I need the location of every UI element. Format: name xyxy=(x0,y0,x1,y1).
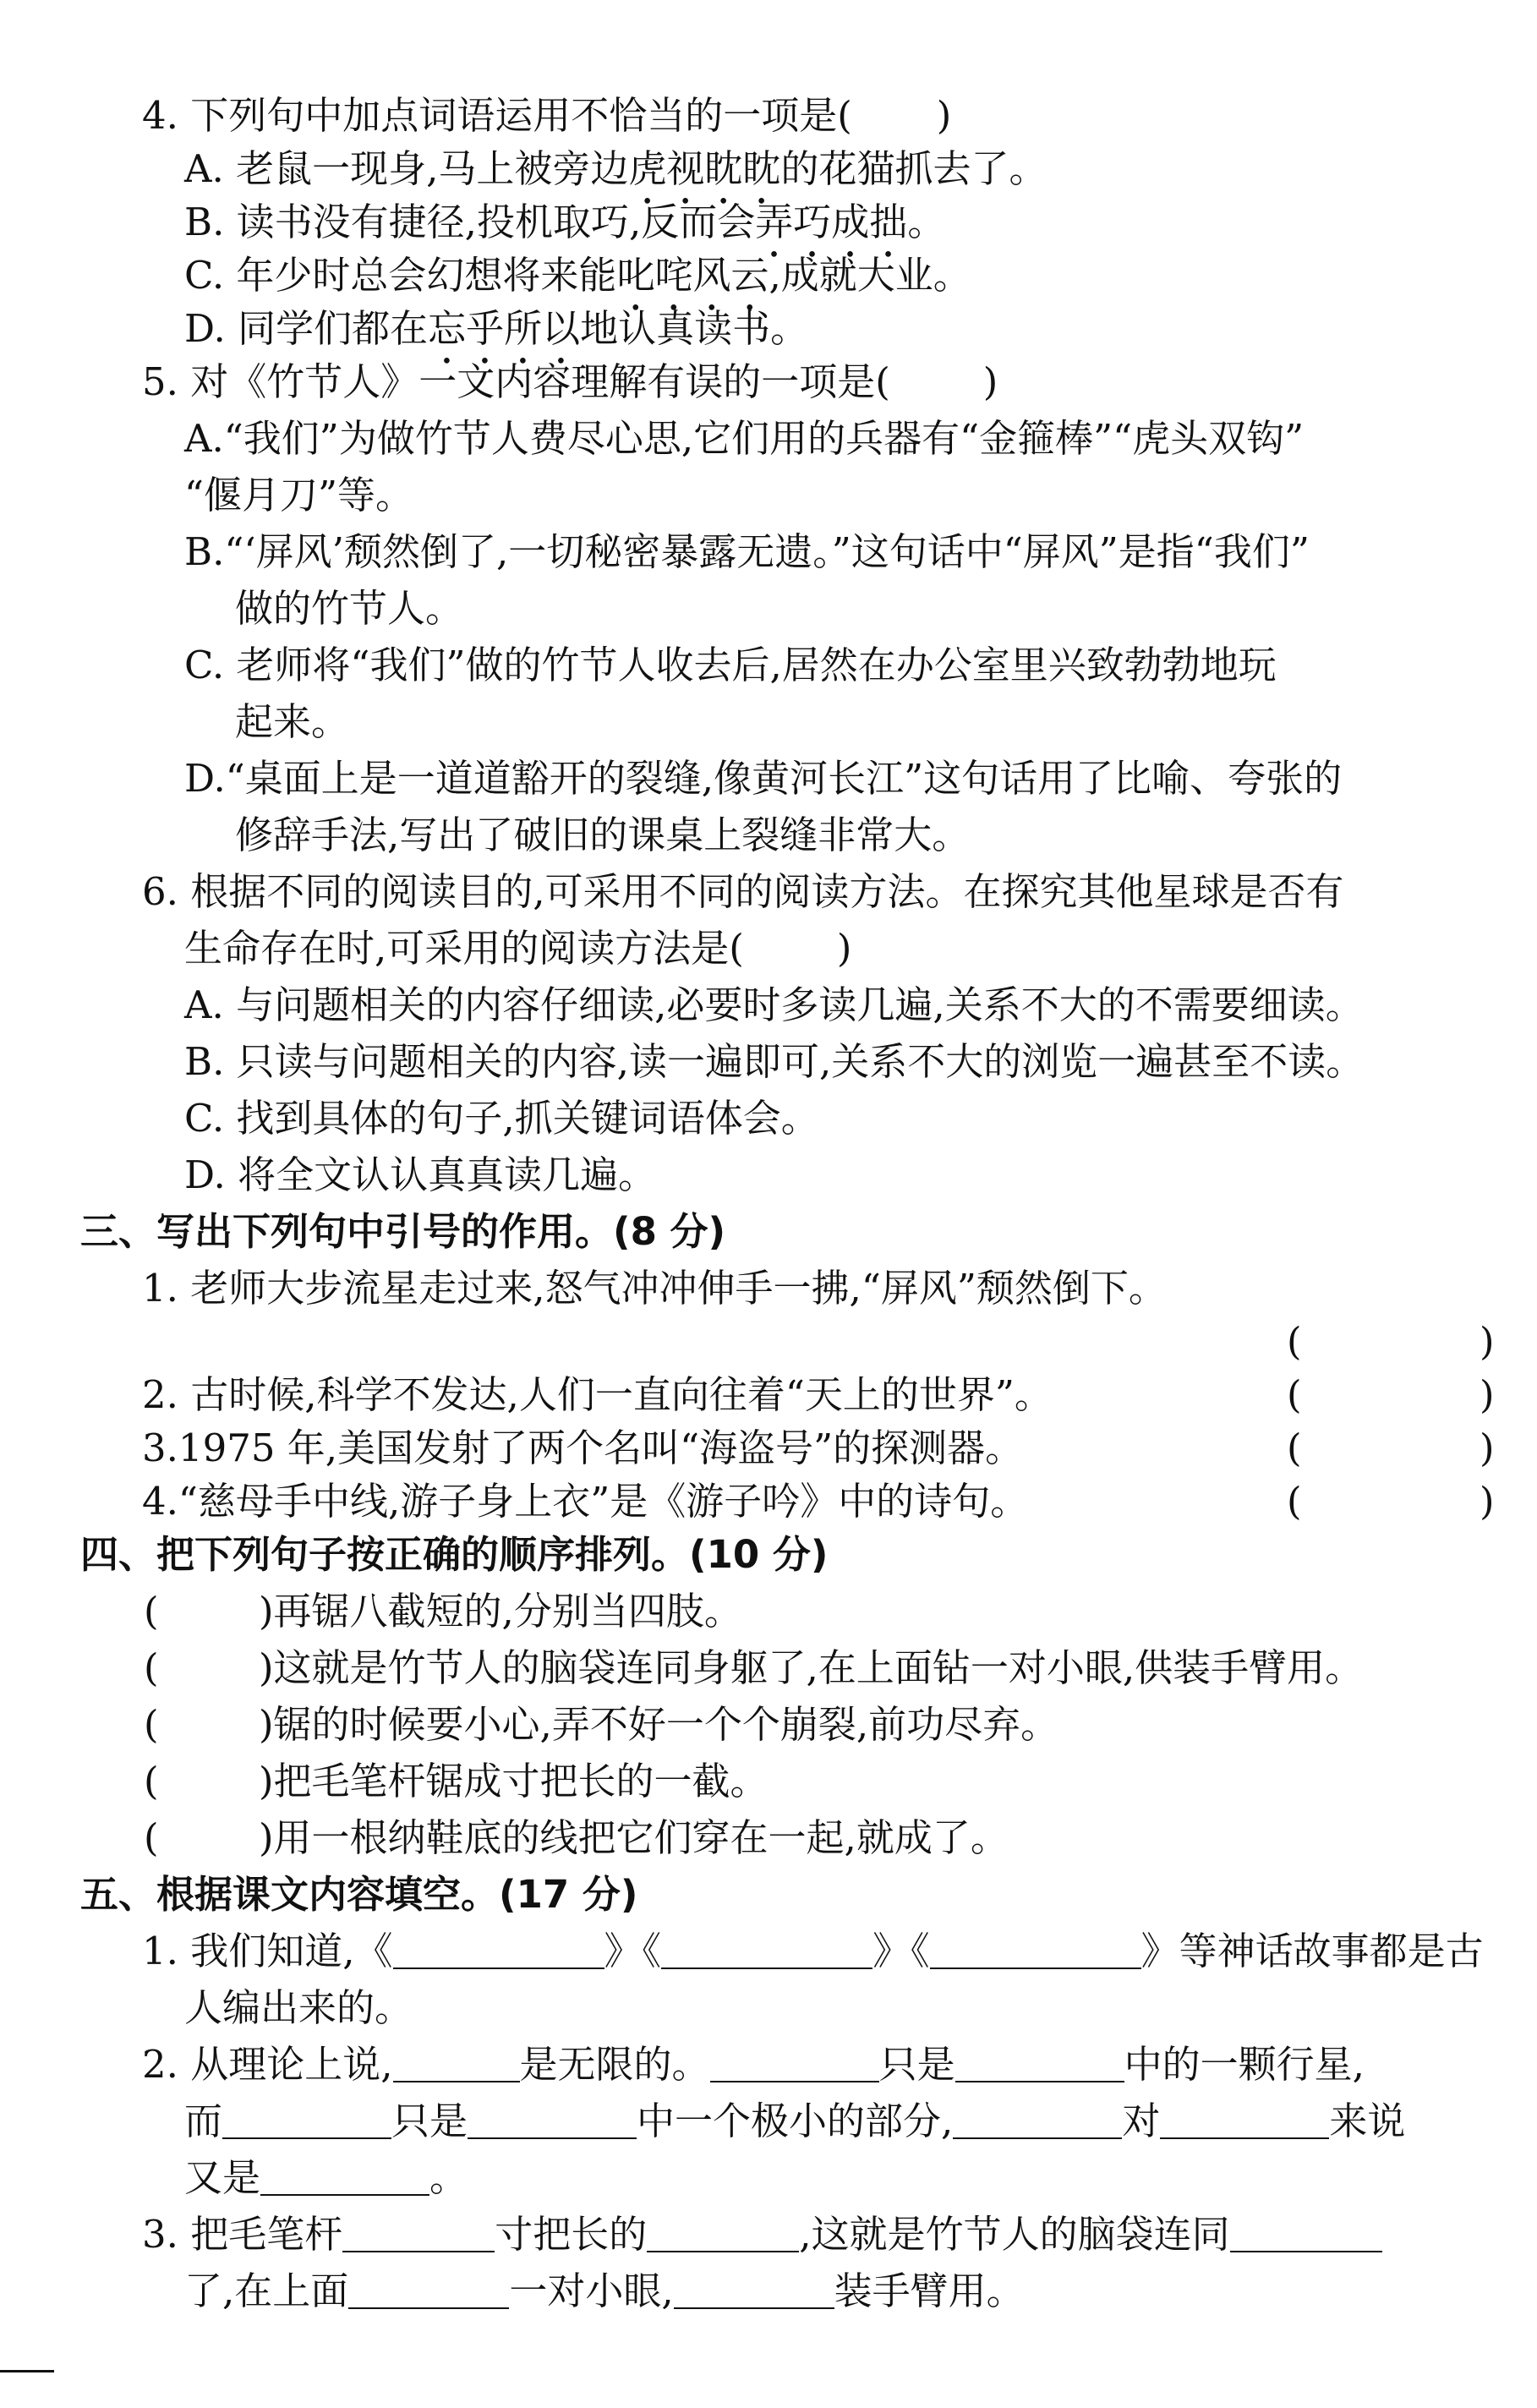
q5-option-b-line1: B.“‘屏风’颓然倒了,一切秘密暴露无遗。”这句话中“屏风”是指“我们” xyxy=(184,529,1310,574)
sec5-q2-blank-1[interactable] xyxy=(393,2047,520,2082)
q4-c-text-end: ,成就大业。 xyxy=(768,253,971,298)
q6-option-d: D. 将全文认认真真读几遍。 xyxy=(184,1152,657,1197)
sec5-q1-line1 xyxy=(142,1924,1484,1978)
q6-stem-text: 生命存在时,可采用的阅读方法是( xyxy=(184,926,744,971)
sec3-item-1-answer-slot[interactable] xyxy=(1317,1315,1469,1365)
sec4-item-4-answer-slot[interactable] xyxy=(169,1754,254,1805)
q6-option-b: B. 只读与问题相关的内容,读一遍即可,关系不大的浏览一遍甚至不读。 xyxy=(184,1039,1365,1084)
sec3-item-2-open-paren: ( xyxy=(1287,1372,1302,1417)
sec3-item-3-open-paren: ( xyxy=(1287,1426,1302,1470)
sec5-q3-blank-3[interactable] xyxy=(1230,2217,1382,2252)
sec5-q2-text-f: 只是 xyxy=(391,2099,468,2143)
sec5-q3-text-e: 一对小眼, xyxy=(509,2268,674,2313)
sec4-item-1: )再锯八截短的,分别当四肢。 xyxy=(259,1589,742,1634)
sec5-q2-text-g: 中一个极小的部分, xyxy=(637,2099,954,2143)
sec5-q1-text-b: 》《 xyxy=(604,1929,662,1973)
q6-stem-line2 xyxy=(184,922,851,976)
q4-b-text-end: 。 xyxy=(907,200,946,244)
q4-stem xyxy=(142,89,951,143)
q5-option-d-line1: D.“桌面上是一道道豁开的裂缝,像黄河长江”这句话用了比喻、夸张的 xyxy=(184,756,1343,801)
sec3-item-3-close-paren: ) xyxy=(1480,1426,1495,1470)
sec5-q3-blank-5[interactable] xyxy=(674,2274,834,2309)
q4-a-text: A. 老鼠一现身,马上被旁边 xyxy=(184,146,629,191)
sec5-q2-text-i: 来说 xyxy=(1329,2099,1406,2143)
q4-d-text: D. 同学们都在 xyxy=(184,306,429,351)
sec5-q3-text-a: 3. 把毛笔杆 xyxy=(142,2212,343,2257)
q4-d-dotted-word: 忘乎所以 xyxy=(428,306,581,351)
q4-option-d xyxy=(184,302,808,356)
sec5-q2-line3 xyxy=(184,2151,468,2205)
section-5-title: 五、根据课文内容填空。(17 分) xyxy=(80,1872,638,1917)
q4-option-a xyxy=(184,142,1047,196)
sec5-q3-blank-2[interactable] xyxy=(647,2217,799,2252)
sec3-item-1: 1. 老师大步流星走过来,怒气冲冲伸手一拂,“屏风”颓然倒下。 xyxy=(142,1266,1167,1311)
q4-close-paren: ) xyxy=(936,93,952,138)
q5-stem-text: 5. 对《竹节人》一文内容理解有误的一项是( xyxy=(142,359,890,404)
sec5-q2-text-j: 又是 xyxy=(184,2155,261,2200)
q4-b-text: B. 读书没有捷径,投机取巧,反而会 xyxy=(184,200,756,244)
sec4-item-3-open-paren: ( xyxy=(144,1702,159,1747)
sec5-q2-text-e: 而 xyxy=(184,2099,223,2143)
sec3-item-2-close-paren: ) xyxy=(1480,1372,1495,1417)
section-4-title: 四、把下列句子按正确的顺序排列。(10 分) xyxy=(80,1532,829,1577)
sec5-q2-text-a: 2. 从理论上说, xyxy=(142,2042,393,2087)
sec5-q2-text-h: 对 xyxy=(1122,2099,1161,2143)
q6-close-paren: ) xyxy=(836,926,852,971)
sec5-q3-line2 xyxy=(184,2264,1025,2318)
q4-option-c xyxy=(184,249,971,303)
q5-option-c-line2: 起来。 xyxy=(235,699,350,744)
sec5-q3-text-d: 了,在上面 xyxy=(184,2268,349,2313)
sec3-item-2-answer-slot[interactable] xyxy=(1317,1368,1469,1419)
q4-c-text: C. 年少时总会幻想将来能 xyxy=(184,253,617,298)
sec4-item-2-answer-slot[interactable] xyxy=(169,1641,254,1692)
sec3-item-4: 4.“慈母手中线,游子身上衣”是《游子吟》中的诗句。 xyxy=(142,1479,1029,1524)
q5-option-c-line1: C. 老师将“我们”做的竹节人收去后,居然在办公室里兴致勃勃地玩 xyxy=(184,643,1277,687)
sec3-item-4-open-paren: ( xyxy=(1287,1479,1302,1524)
sec3-item-3-answer-slot[interactable] xyxy=(1317,1421,1469,1472)
q5-option-d-line2: 修辞手法,写出了破旧的课桌上裂缝非常大。 xyxy=(235,813,971,857)
sec5-q3-line1 xyxy=(142,2208,1382,2262)
q6-option-a: A. 与问题相关的内容仔细读,必要时多读几遍,关系不大的不需要细读。 xyxy=(184,982,1364,1027)
sec4-item-4-open-paren: ( xyxy=(144,1759,159,1803)
sec3-item-4-close-paren: ) xyxy=(1480,1479,1495,1524)
sec5-q2-blank-2[interactable] xyxy=(710,2047,879,2082)
q5-option-a-line1: A.“我们”为做竹节人费尽心思,它们用的兵器有“金箍棒”“虎头双钩” xyxy=(184,416,1305,461)
q4-a-text-end: 的花猫抓去了。 xyxy=(780,146,1047,191)
sec5-q2-text-d: 中的一颗行星, xyxy=(1124,2042,1365,2087)
sec5-q2-blank-5[interactable] xyxy=(468,2104,637,2139)
page-footer-rule xyxy=(0,2370,54,2372)
sec5-q2-line2 xyxy=(184,2094,1405,2148)
q5-option-b-line2: 做的竹节人。 xyxy=(235,586,464,631)
sec5-q2-blank-8[interactable] xyxy=(260,2160,429,2196)
sec3-item-4-answer-slot[interactable] xyxy=(1317,1475,1469,1525)
sec5-q1-blank-2[interactable] xyxy=(661,1934,872,1969)
sec3-item-1-open-paren: ( xyxy=(1287,1319,1302,1364)
sec5-q1-text-d: 》等神话故事都是古 xyxy=(1140,1929,1484,1973)
sec5-q1-blank-1[interactable] xyxy=(393,1934,604,1969)
sec5-q2-blank-6[interactable] xyxy=(953,2104,1122,2139)
q6-stem-line1: 6. 根据不同的阅读目的,可采用不同的阅读方法。在探究其他星球是否有 xyxy=(142,869,1344,914)
sec5-q3-blank-1[interactable] xyxy=(342,2217,495,2252)
sec5-q1-text-c: 》《 xyxy=(872,1929,930,1973)
sec4-item-1-open-paren: ( xyxy=(144,1589,159,1634)
sec5-q2-line1 xyxy=(142,2038,1365,2092)
sec4-item-5-open-paren: ( xyxy=(144,1815,159,1860)
sec5-q2-blank-3[interactable] xyxy=(955,2047,1124,2082)
section-3-title: 三、写出下列句中引号的作用。(8 分) xyxy=(80,1209,726,1254)
sec4-item-5-answer-slot[interactable] xyxy=(169,1811,254,1862)
sec5-q3-text-b: 寸把长的 xyxy=(495,2212,648,2257)
q4-d-text-end: 地认真读书。 xyxy=(580,306,809,351)
sec4-item-4: )把毛笔杆锯成寸把长的一截。 xyxy=(259,1759,768,1803)
sec4-item-2: )这就是竹节人的脑袋连同身躯了,在上面钻一对小眼,供装手臂用。 xyxy=(259,1645,1364,1690)
q5-stem xyxy=(142,355,998,409)
sec4-item-3-answer-slot[interactable] xyxy=(169,1698,254,1749)
q5-option-a-line2: “偃月刀”等。 xyxy=(184,473,414,517)
q4-stem-text: 4. 下列句中加点词语运用不恰当的一项是( xyxy=(142,93,852,138)
sec3-item-2: 2. 古时候,科学不发达,人们一直向往着“天上的世界”。 xyxy=(142,1372,1053,1417)
sec4-item-1-answer-slot[interactable] xyxy=(169,1584,254,1635)
sec5-q2-text-b: 是无限的。 xyxy=(519,2042,710,2087)
sec5-q2-text-c: 只是 xyxy=(878,2042,955,2087)
sec5-q3-blank-4[interactable] xyxy=(348,2274,509,2309)
sec5-q2-blank-4[interactable] xyxy=(222,2104,391,2139)
sec4-item-5: )用一根纳鞋底的线把它们穿在一起,就成了。 xyxy=(259,1815,1009,1860)
sec5-q3-text-f: 装手臂用。 xyxy=(834,2268,1025,2313)
sec5-q2-text-k: 。 xyxy=(429,2155,468,2200)
q4-b-dotted-word: 弄巧成拙 xyxy=(755,200,908,244)
sec4-item-3: )锯的时候要小心,弄不好一个个崩裂,前功尽弃。 xyxy=(259,1702,1059,1747)
sec3-item-3: 3.1975 年,美国发射了两个名叫“海盗号”的探测器。 xyxy=(142,1426,1024,1470)
q4-option-b xyxy=(184,195,945,249)
sec5-q1-text-a: 1. 我们知道,《 xyxy=(142,1929,393,1973)
q4-a-dotted-word: 虎视眈眈 xyxy=(628,146,781,191)
q5-close-paren: ) xyxy=(982,359,998,404)
sec4-item-2-open-paren: ( xyxy=(144,1645,159,1690)
q4-c-dotted-word: 叱咤风云 xyxy=(616,253,769,298)
sec5-q2-blank-7[interactable] xyxy=(1160,2104,1329,2139)
sec5-q3-text-c: ,这就是竹节人的脑袋连同 xyxy=(799,2212,1230,2257)
sec3-item-1-close-paren: ) xyxy=(1480,1319,1495,1364)
sec5-q1-line2: 人编出来的。 xyxy=(184,1985,413,2030)
sec5-q1-blank-3[interactable] xyxy=(930,1934,1141,1969)
q6-option-c: C. 找到具体的句子,抓关键词语体会。 xyxy=(184,1096,819,1141)
